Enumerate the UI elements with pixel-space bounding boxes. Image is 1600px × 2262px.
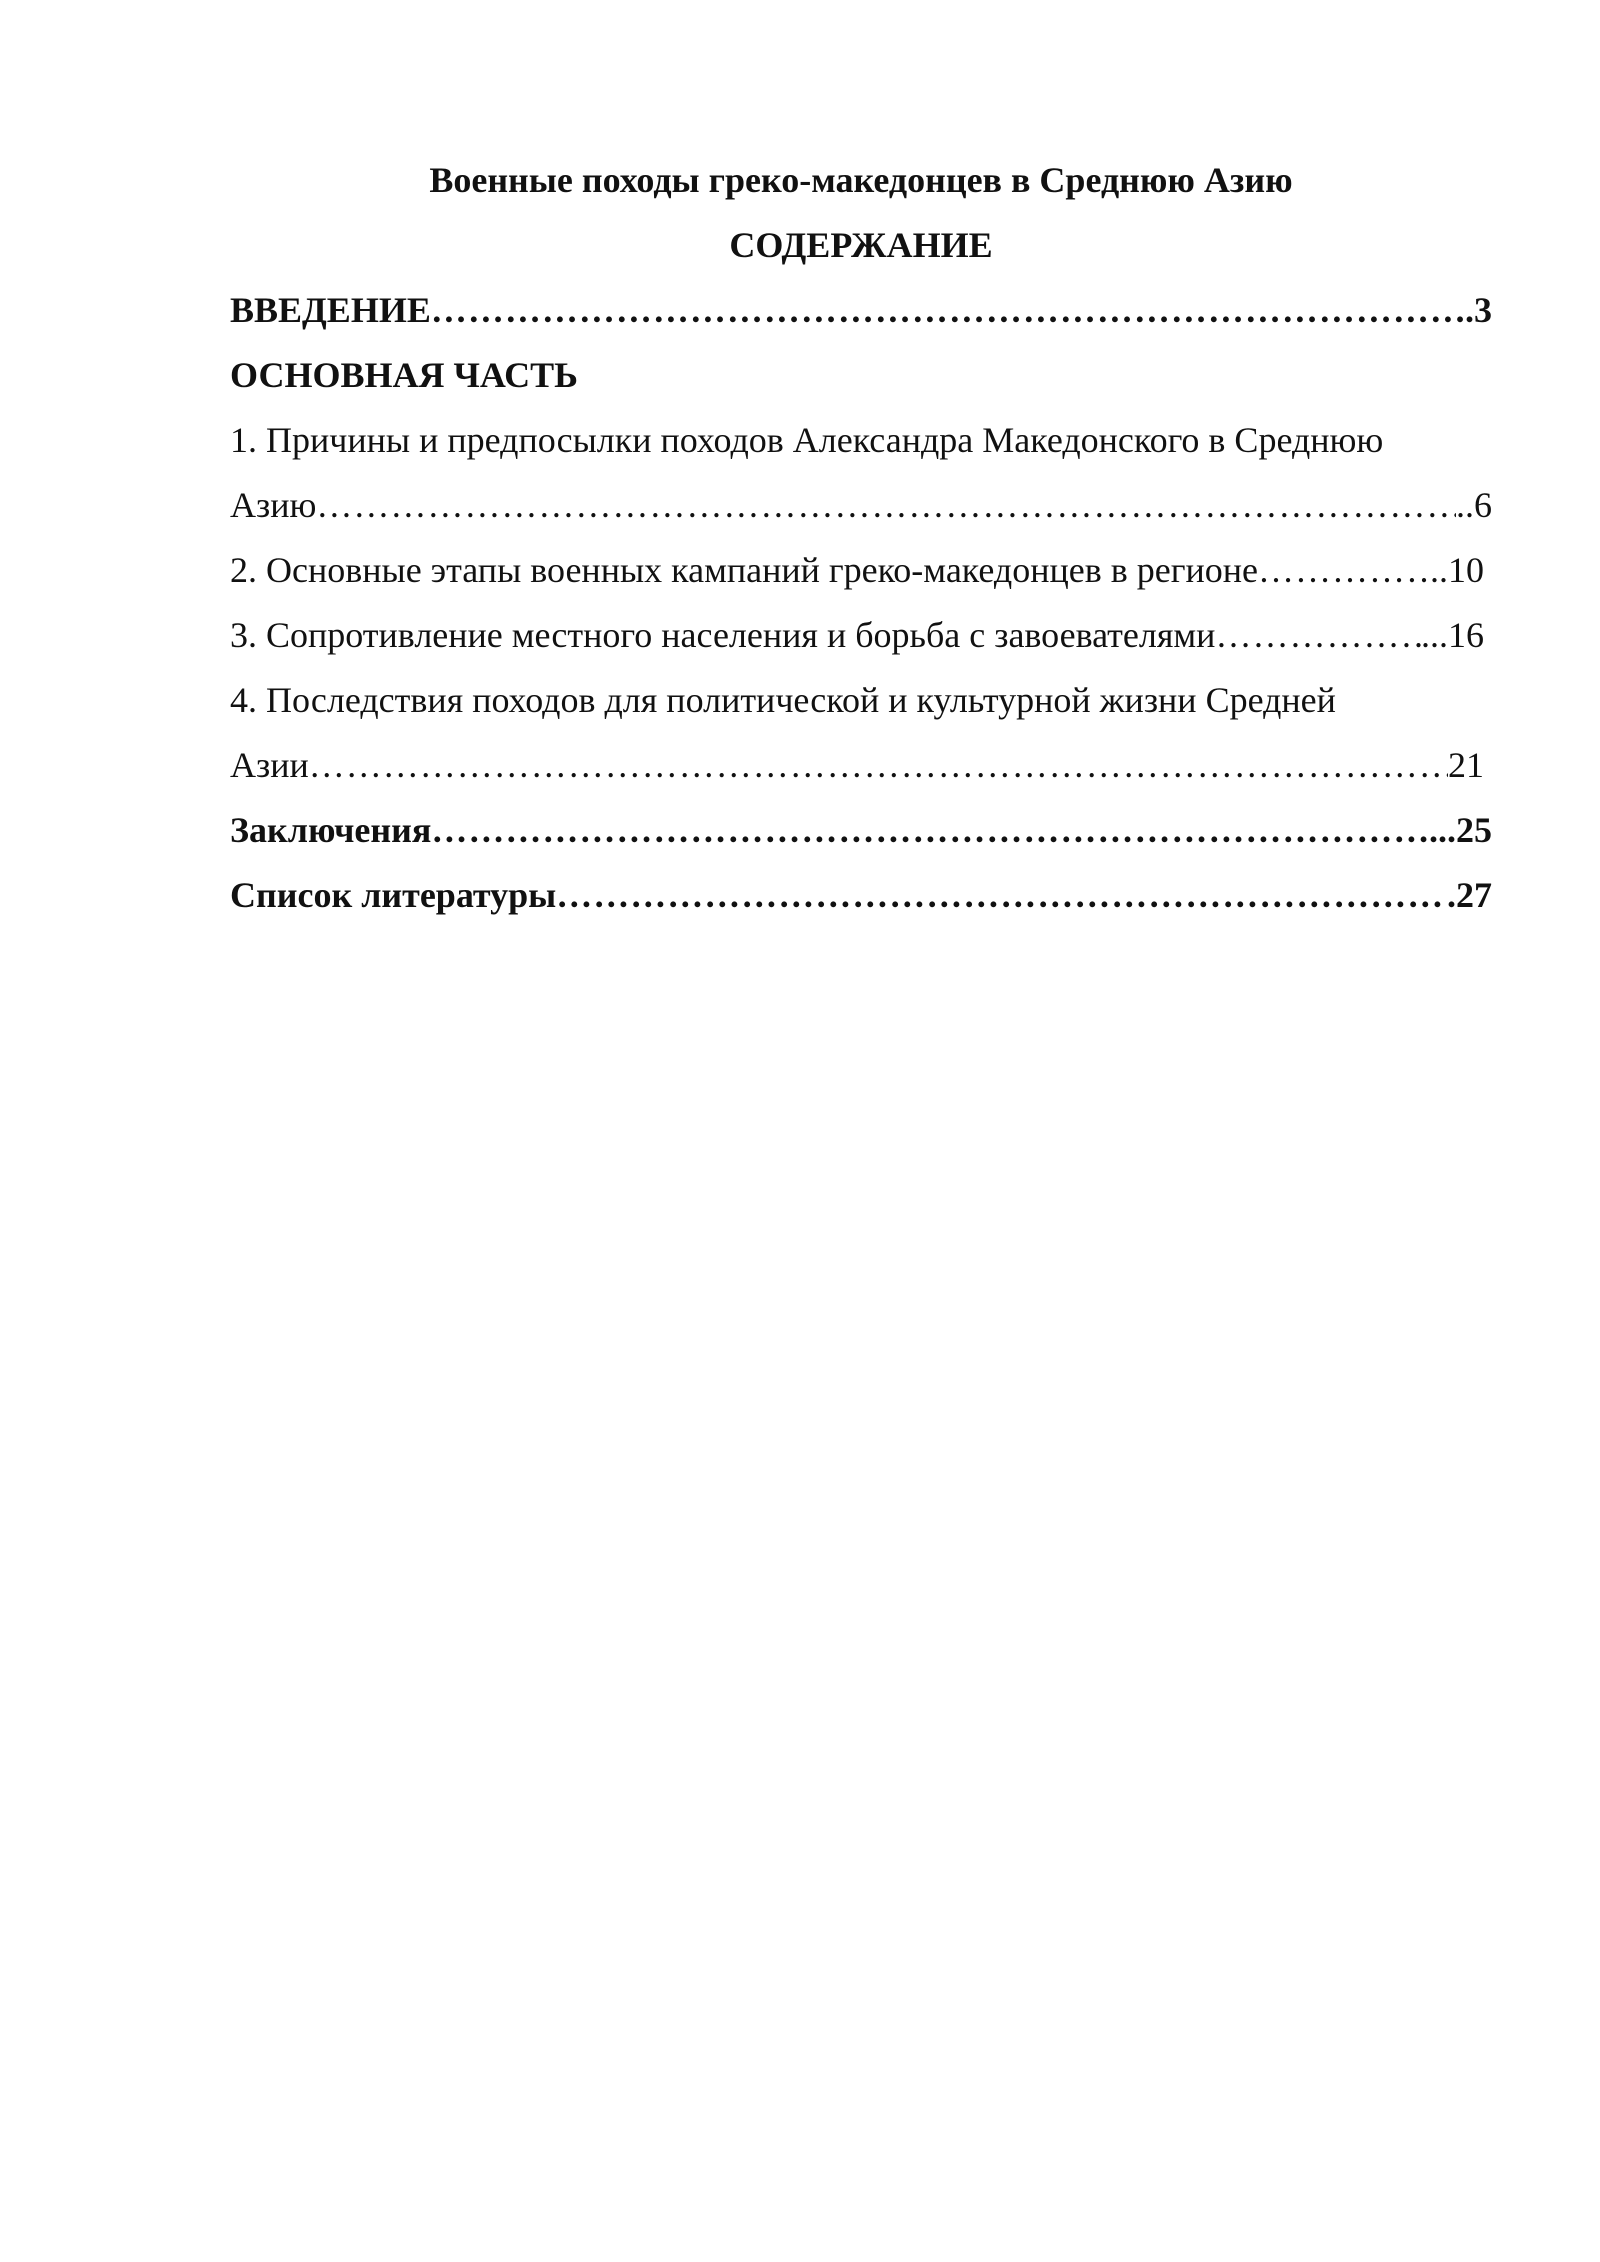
toc-leader-dots [556,863,1447,928]
document-title: Военные походы греко-македонцев в Среднюю Азию [429,160,1293,200]
toc-entry-conclusion [230,798,1492,863]
toc-heading: СОДЕРЖАНИЕ [729,225,993,265]
toc-entry-label: Азии [230,745,309,785]
toc-leader-dots [431,278,1465,343]
toc-entry-introduction [230,278,1492,343]
toc-entry-label: 2. Основные этапы военных кампаний греко-македонцев в регионе [230,550,1258,590]
toc-entry-label: Азию [230,485,317,525]
toc-leader-dots [316,473,1456,538]
toc-leader-dots [431,798,1429,863]
toc-page-number: .3 [1465,290,1492,330]
toc-section-main-part: ОСНОВНАЯ ЧАСТЬ [230,355,578,395]
toc-leader-dots [1215,603,1421,668]
document-content [230,148,1492,928]
toc-leader-dots [1258,538,1430,603]
toc-entry-label: ВВЕДЕНИЕ [230,290,431,330]
toc-entry-label: 3. Сопротивление местного населения и борьба с завоевателями [230,615,1216,655]
toc-entry-4-line1: 4. Последствия походов для политической и культурной жизни Средней [230,680,1336,720]
toc-entry-3 [230,603,1492,668]
toc-page-number: ..6 [1456,485,1492,525]
toc-entry-4-line2 [230,733,1492,798]
toc-leader-dots [309,733,1448,798]
toc-page-number: ...25 [1429,810,1492,850]
toc-page-number: ...16 [1421,615,1484,655]
toc-entry-references [230,863,1492,928]
toc-entry-label: Заключения [230,810,432,850]
toc-page-number: .27 [1447,875,1492,915]
toc-entry-1-line1: 1. Причины и предпосылки походов Александра Македонского в Среднюю [230,420,1384,460]
toc-entry-1-line2 [230,473,1492,538]
toc-entry-label: Список литературы [230,875,557,915]
toc-page-number: 21 [1448,745,1484,785]
toc-entry-2 [230,538,1492,603]
toc-page-number: ..10 [1430,550,1484,590]
